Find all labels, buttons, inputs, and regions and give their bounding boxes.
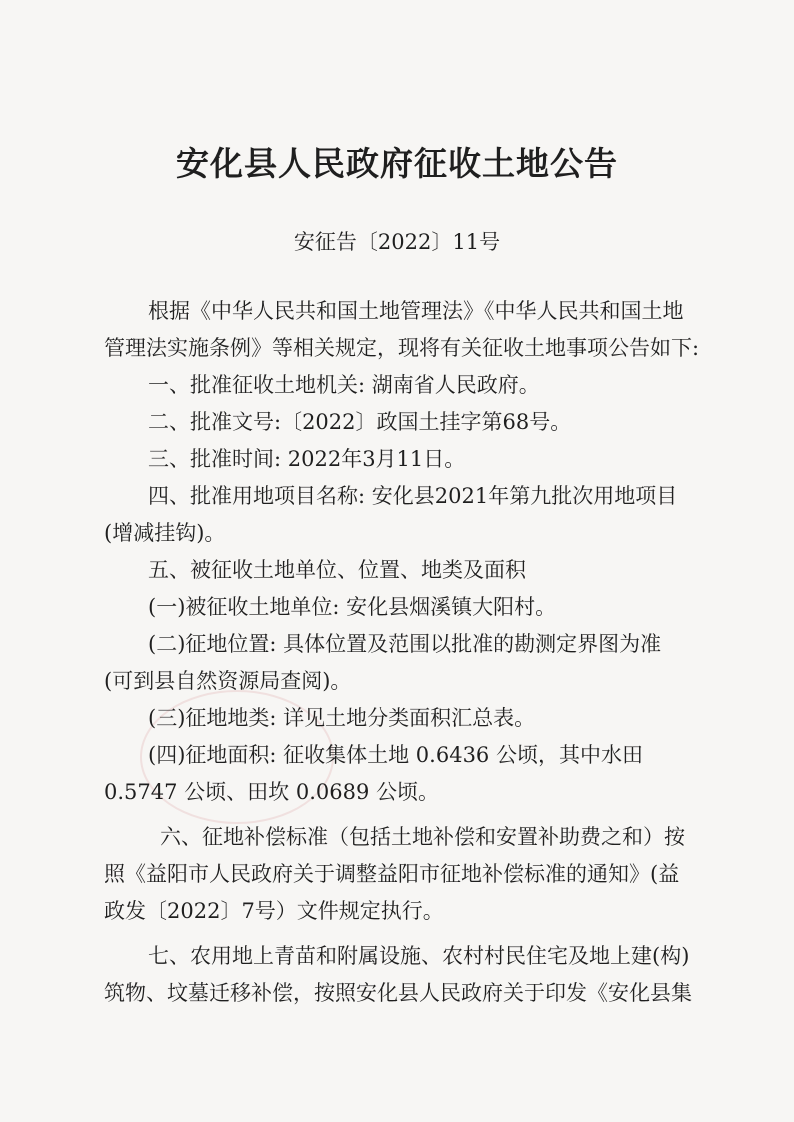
- body-line: 四、批准用地项目名称: 安化县2021年第九批次用地项目: [148, 484, 678, 508]
- body-line: 照《益阳市人民政府关于调整益阳市征地补偿标准的通知》(益: [104, 862, 680, 886]
- page-title: 安化县人民政府征收土地公告: [176, 144, 618, 183]
- body-line: 政发〔2022〕7号）文件规定执行。: [104, 899, 444, 923]
- body-line: 七、农用地上青苗和附属设施、农村村民住宅及地上建(构): [148, 944, 690, 968]
- body-line: 六、征地补偿标准（包括土地补偿和安置补助费之和）按: [160, 825, 685, 849]
- body-line: 0.5747 公顷、田坎 0.0689 公顷。: [104, 780, 439, 804]
- body-line: 三、批准时间: 2022年3月11日。: [148, 447, 466, 471]
- body-line: (二)征地位置: 具体位置及范围以批准的勘测定界图为准: [148, 632, 662, 656]
- body-line: (一)被征收土地单位: 安化县烟溪镇大阳村。: [148, 595, 557, 619]
- body-line: 筑物、坟墓迁移补偿，按照安化县人民政府关于印发《安化县集: [104, 981, 692, 1005]
- body-line: (增减挂钩)。: [104, 521, 226, 545]
- body-line: 管理法实施条例》等相关规定，现将有关征收土地事项公告如下:: [104, 336, 700, 360]
- body-line: (可到县自然资源局查阅)。: [104, 669, 352, 693]
- body-line: (四)征地面积: 征收集体土地 0.6436 公顷，其中水田: [148, 743, 643, 767]
- body-line: (三)征地地类: 详见土地分类面积汇总表。: [148, 706, 536, 730]
- body-line: 二、批准文号:〔2022〕政国土挂字第68号。: [148, 410, 572, 434]
- body-line: 五、被征收土地单位、位置、地类及面积: [148, 558, 526, 582]
- body-line: 一、批准征收土地机关: 湖南省人民政府。: [148, 373, 540, 397]
- document-number: 安征告〔2022〕11号: [293, 230, 501, 254]
- body-line: 根据《中华人民共和国土地管理法》《中华人民共和国土地: [148, 299, 684, 323]
